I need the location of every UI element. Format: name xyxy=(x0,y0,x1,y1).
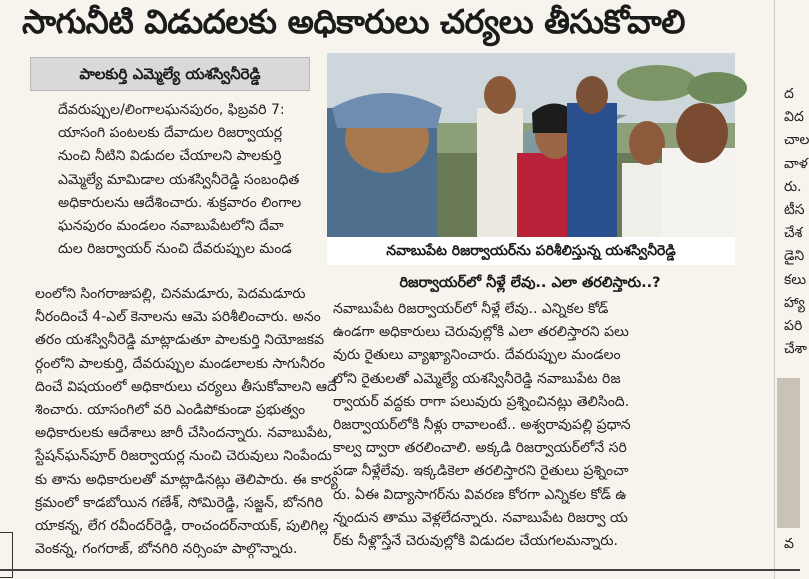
text-fragment: రు. xyxy=(784,178,802,195)
bottom-rule xyxy=(0,569,800,571)
text-line: శించారు. యాసంగిలో వరి ఎండిపోకుండా ప్రభుత్వం xyxy=(35,402,306,419)
text-line: క్రమంలో కాడబోయిన గణేశ్, సోమిరెడ్డి, సజ్జన్, బోనగిరి xyxy=(35,494,324,511)
text-line: లంలోని సింగరాజుపల్లి, చినమడూరు, పెదమడూరు xyxy=(35,286,306,302)
text-line: కాల్వ ద్వారా తరలించాలి. అక్కడి రిజర్వాయర్‌లోనే సరి xyxy=(333,440,627,457)
text-line: దేవరుప్పుల/లింగాలఘనపురం, ఫిబ్రవరి 7: xyxy=(58,102,285,118)
text-line: రిజర్వాయర్‌లోకి నీళ్లు రావాలంటే.. అశ్వరావుపల్లి ప్రధాన xyxy=(333,417,631,434)
text-line: అధికారులకు ఆదేశాలు జారీ చేసిందన్నారు. నవాబుపేట, xyxy=(35,425,333,442)
left-border-box xyxy=(0,532,13,578)
text-fragment: డైని xyxy=(784,248,805,265)
adjacent-article-fragments xyxy=(784,83,809,361)
text-fragment: కలు xyxy=(784,271,807,288)
text-line: ఉండగా అధికారులు చెరువుల్లోకి ఎలా తరలిస్తారని పలు xyxy=(333,324,629,341)
text-fragment: చేశ xyxy=(784,225,803,242)
text-fragment: వాళ xyxy=(784,155,808,172)
text-line: నీరందించే 4-ఎల్ కెనాలను ఆమె పరిశీలించారు. అనం xyxy=(35,309,321,326)
text-line: రు. ఏఈ విద్యాసాగర్‌ను వివరణ కోరగా ఎన్నికల కోడ్ ఉ xyxy=(333,486,627,503)
text-fragment: చాల xyxy=(784,132,809,149)
text-fragment: చేశా xyxy=(784,341,807,358)
text-fragment: టీస xyxy=(784,202,805,219)
subheading: రిజర్వాయర్‌లో నీళ్లే లేవు.. ఎలా తరలిస్తారు..? xyxy=(399,275,661,291)
text-fragment: ద xyxy=(784,86,794,102)
text-line: పడా నీళ్లేలేవు. ఇక్కడికెలా తరలిస్తారని రైతులు ప్రశ్నించా xyxy=(333,463,629,480)
adjacent-article-end-fragment: వ xyxy=(784,536,794,552)
text-fragment: విద xyxy=(784,109,804,126)
article-column-1 xyxy=(58,99,320,261)
text-line: నుంచి నీటిని విడుదల చేయాలని పాలకుర్తి xyxy=(58,148,282,165)
text-line: న్నందున తాము వెళ్లలేదన్నారు. నవాబుపేట రిజర్వా య xyxy=(333,509,628,526)
byline: పాలకుర్తి ఎమ్మెల్యే యశస్వినీరెడ్డి xyxy=(30,57,310,91)
text-line: కు తాను అధికారులతో మాట్లాడినట్లు తెలిపారు. ఈ కార్య xyxy=(35,471,338,488)
news-photo xyxy=(327,53,735,237)
article-column-1-continued xyxy=(35,283,338,561)
text-line: యాకన్న, లేగ రవీందర్‌రెడ్డి, రాంచందర్‌నాయక్, పులిగిల్ల xyxy=(35,518,329,535)
text-line: దించే విషయంలో అధికారులు చర్యలు తీసుకోవాలని ఆదే xyxy=(35,378,337,395)
text-line: ర్గంలోని పాలకుర్తి, దేవరుప్పుల మండలాలకు సాగునీరం xyxy=(35,355,326,372)
text-line: స్టేషన్‌ఘన్‌పూర్ రిజర్వాయర్ల నుంచి చెరువులు నింపేందు xyxy=(35,448,332,465)
text-line: అధికారులను ఆదేశించారు. శుక్రవారం లింగాల xyxy=(58,194,302,211)
text-line: ఘనపురం మండలం నవాబుపేటలోని దేవా xyxy=(58,218,284,235)
text-line: ర్‌కు నీళ్లొస్తేనే చెరువుల్లోకి విడుదల చేయగలమన్నారు. xyxy=(333,533,618,550)
text-fragment: హ్యా xyxy=(784,294,805,311)
text-line: నవాబుపేట రిజర్వాయర్‌లో నీళ్లే లేవు.. ఎన్నికల కోడ్ xyxy=(333,301,609,317)
text-line: ర్వాయర్ వద్దకు రాగా పలువురు ప్రశ్నించినట్లు తెలిసింది. xyxy=(333,393,630,410)
article-column-2 xyxy=(333,298,737,553)
photo-illustration xyxy=(327,53,735,237)
headline: సాగునీటి విడుదలకు అధికారులు చర్యలు తీసుకోవాలి xyxy=(22,2,685,41)
text-line: వెంకన్న, గంగరాజ్, బోనగిరి నర్సింహ పాల్గొన్నారు. xyxy=(35,541,298,558)
text-line: దుల రిజర్వాయర్ నుంచి దేవరుప్పుల మండ xyxy=(58,241,292,258)
text-line: ఎమ్మెల్యే మామిడాల యశస్వినీరెడ్డి సంబంధిత xyxy=(58,171,300,188)
text-line: లోని రైతులతో ఎమ్మెల్యే యశస్వినీరెడ్డి నవాబుపేట రిజ xyxy=(333,370,621,387)
text-line: తరం యశస్వినీరెడ్డి మాట్లాడుతూ పాలకుర్తి నియోజకవ xyxy=(35,332,325,349)
text-line: వురు రైతులు వ్యాఖ్యానించారు. దేవరుప్పుల మండలం xyxy=(333,347,621,364)
photo-caption: నవాబుపేట రిజర్వాయర్‌ను పరిశీలిస్తున్న యశస్వినీరెడ్డి xyxy=(327,237,735,265)
text-fragment: పరి xyxy=(784,318,803,335)
text-line: యాసంగి పంటలకు దేవాదుల రిజర్వాయర్ల xyxy=(58,125,283,142)
adjacent-article-photo xyxy=(777,378,800,528)
